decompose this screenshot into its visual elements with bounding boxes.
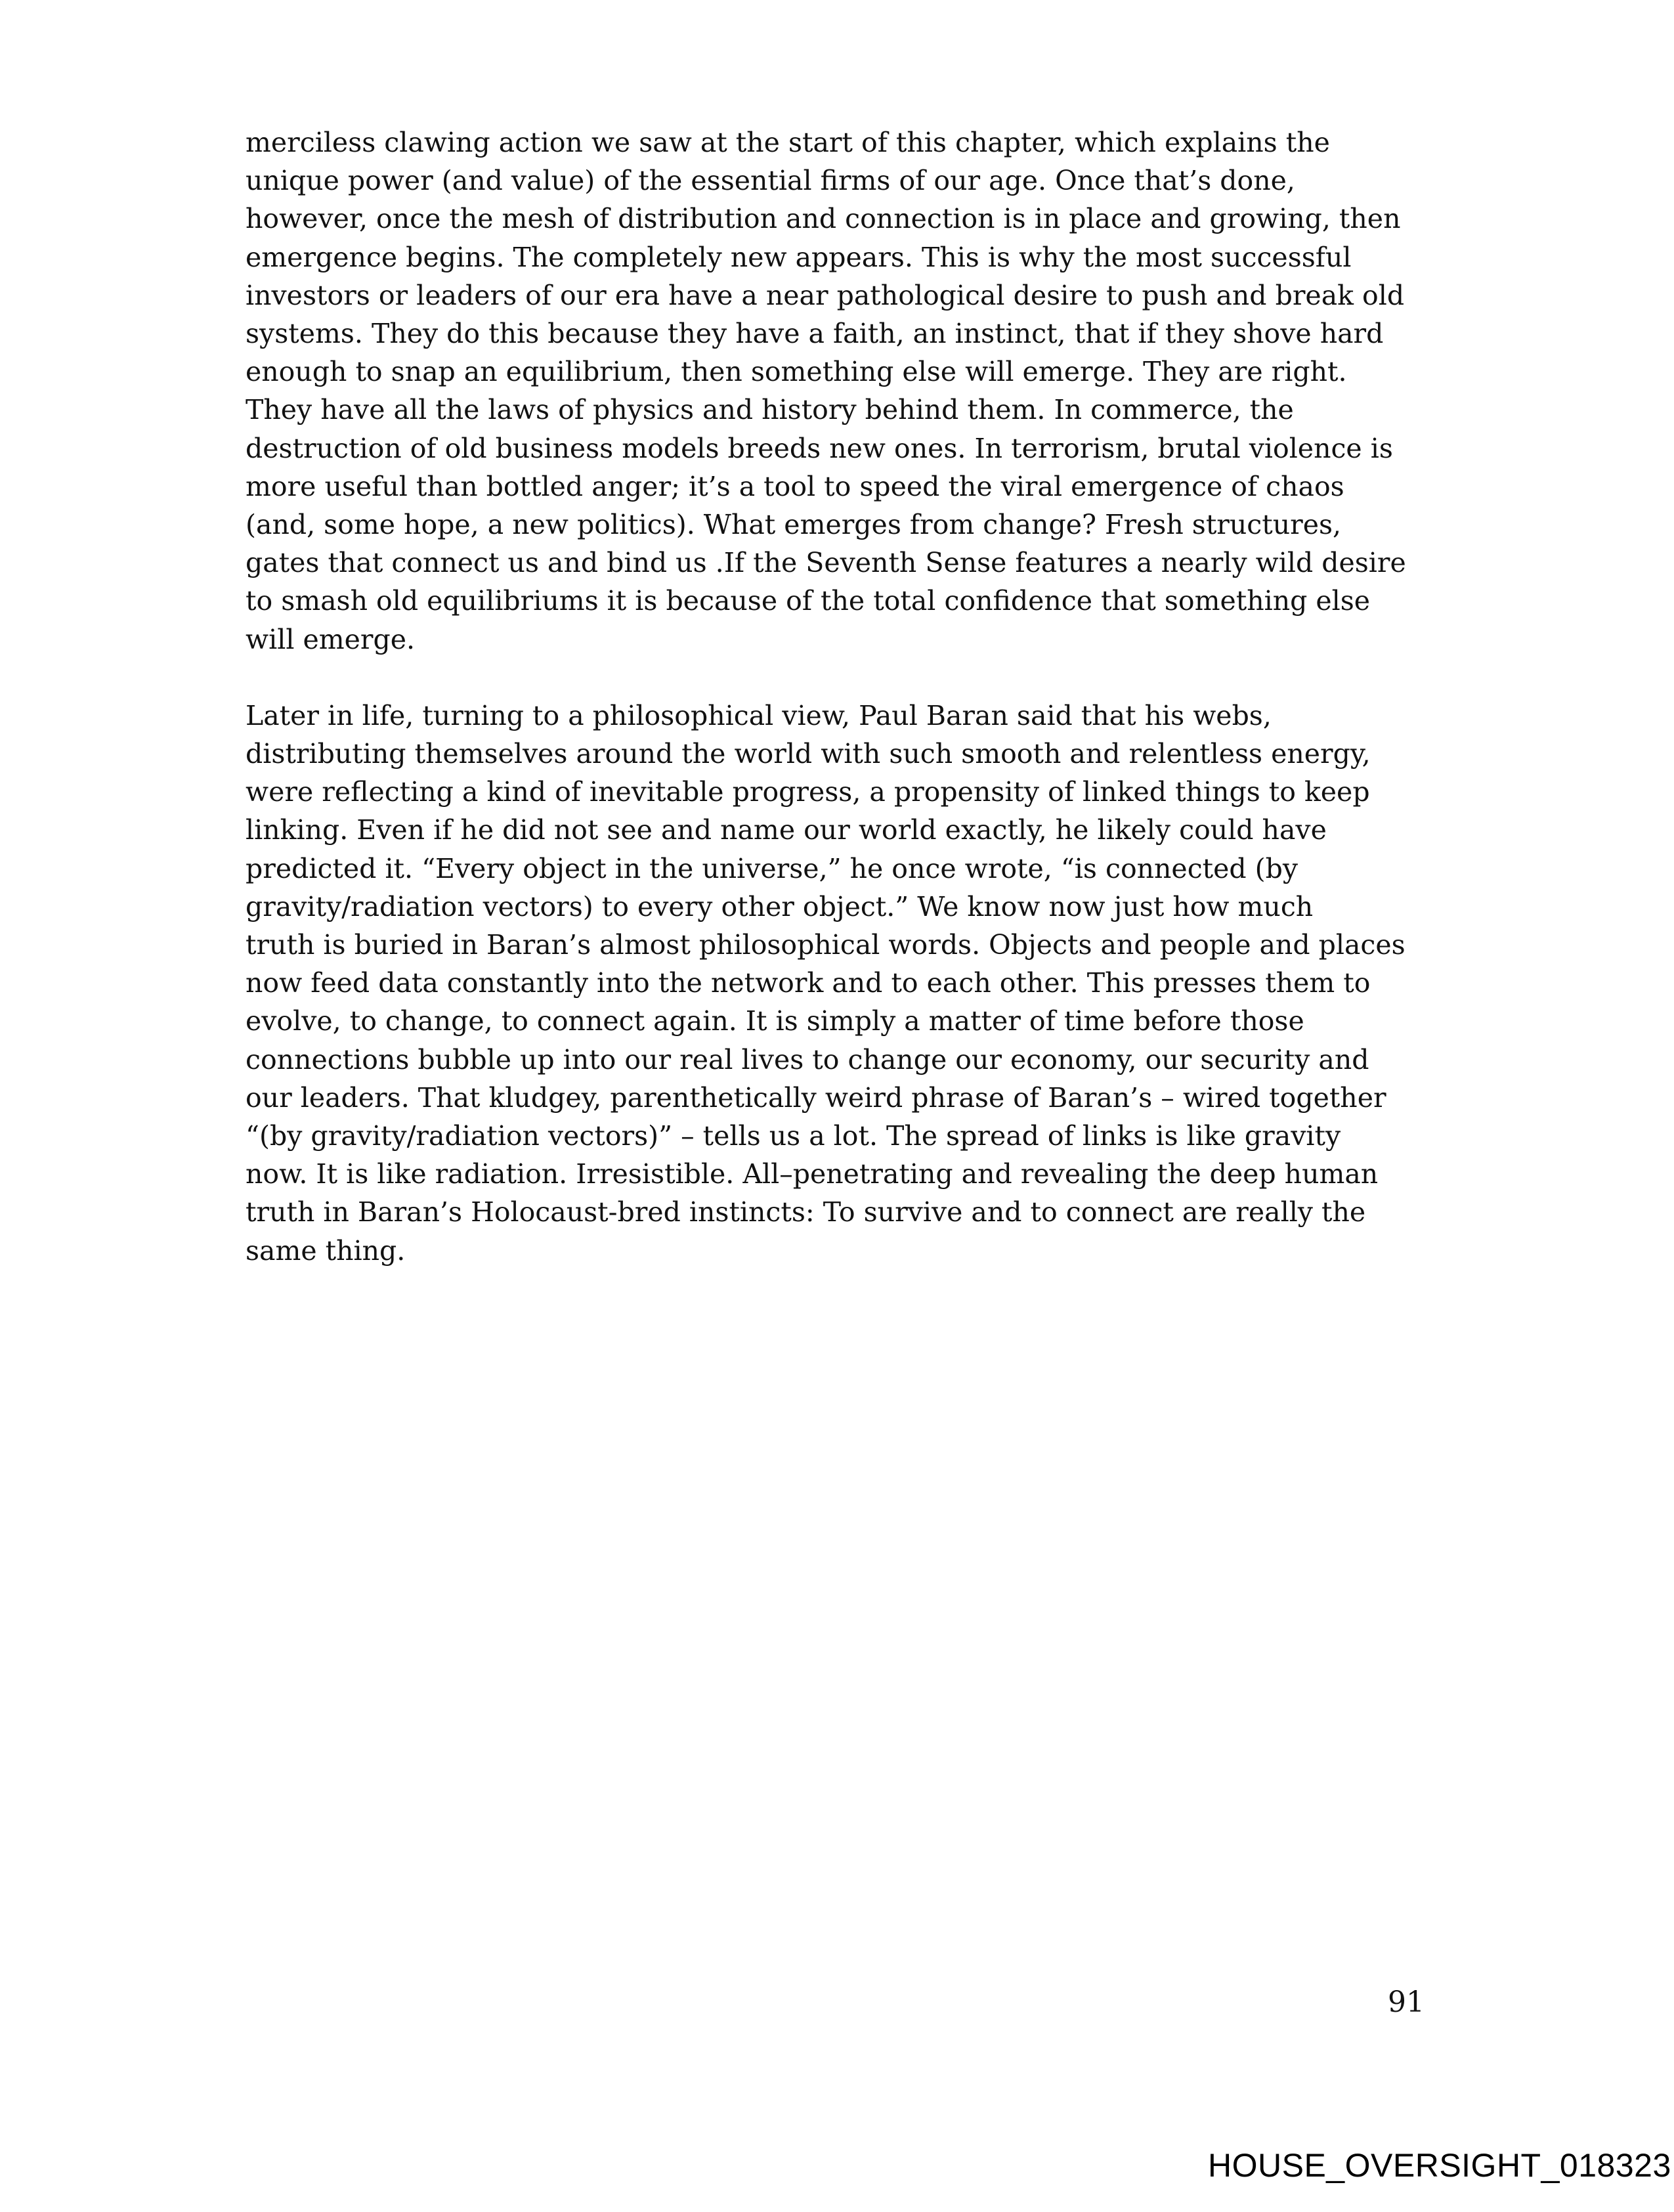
text-line: linking. Even if he did not see and name our world exactly, he likely could have bbox=[246, 814, 1327, 846]
text-line: destruction of old business models breeds new ones. In terrorism, brutal violence is bbox=[246, 432, 1393, 464]
text-line: our leaders. That kludgey, parenthetically weird phrase of Baran’s – wired together bbox=[246, 1081, 1386, 1114]
text-line: now feed data constantly into the network and to each other. This presses them to bbox=[246, 967, 1371, 999]
bates-stamp: HOUSE_OVERSIGHT_018323 bbox=[1208, 2147, 1671, 2184]
text-line: gravity/radiation vectors) to every other object.” We know now just how much bbox=[246, 890, 1314, 922]
text-line: investors or leaders of our era have a near pathological desire to push and break old bbox=[246, 279, 1405, 311]
text-line: connections bubble up into our real lives to change our economy, our security and bbox=[246, 1043, 1369, 1075]
text-line: They have all the laws of physics and history behind them. In commerce, the bbox=[246, 394, 1294, 426]
text-line: distributing themselves around the world with such smooth and relentless energy, bbox=[246, 738, 1371, 770]
text-line: truth in Baran’s Holocaust-bred instincts: To survive and to connect are really the bbox=[246, 1196, 1366, 1228]
text-line: evolve, to change, to connect again. It is simply a matter of time before those bbox=[246, 1005, 1304, 1037]
text-line: same thing. bbox=[246, 1234, 406, 1267]
text-line: merciless clawing action we saw at the start of this chapter, which explains the bbox=[246, 127, 1330, 158]
paragraph-1 bbox=[246, 123, 1427, 659]
text-line: gates that connect us and bind us .If the Seventh Sense features a nearly wild desire bbox=[246, 547, 1406, 579]
text-line: (and, some hope, a new politics). What emerges from change? Fresh structures, bbox=[246, 509, 1342, 541]
text-line: were reflecting a kind of inevitable progress, a propensity of linked things to keep bbox=[246, 776, 1370, 808]
paragraph-spacer bbox=[246, 659, 1427, 697]
text-line: “(by gravity/radiation vectors)” – tells us a lot. The spread of links is like gravity bbox=[246, 1120, 1341, 1152]
text-line: will emerge. bbox=[246, 623, 416, 655]
text-line: predicted it. “Every object in the universe,” he once wrote, “is connected (by bbox=[246, 852, 1298, 884]
text-line: however, once the mesh of distribution and connection is in place and growing, then bbox=[246, 203, 1401, 235]
text-line: now. It is like radiation. Irresistible. All–penetrating and revealing the deep human bbox=[246, 1158, 1379, 1190]
text-line: truth is buried in Baran’s almost philosophical words. Objects and people and places bbox=[246, 929, 1406, 961]
page-number: 91 bbox=[1388, 1985, 1425, 2019]
text-line: Later in life, turning to a philosophical view, Paul Baran said that his webs, bbox=[246, 699, 1272, 731]
text-line: emergence begins. The completely new appears. This is why the most successful bbox=[246, 241, 1352, 273]
text-line: to smash old equilibriums it is because of the total confidence that something else bbox=[246, 585, 1371, 617]
body-text bbox=[246, 123, 1427, 1270]
text-line: enough to snap an equilibrium, then something else will emerge. They are right. bbox=[246, 356, 1347, 388]
paragraph-2 bbox=[246, 697, 1427, 1270]
text-line: systems. They do this because they have a faith, an instinct, that if they shove hard bbox=[246, 318, 1384, 350]
text-line: unique power (and value) of the essential firms of our age. Once that’s done, bbox=[246, 165, 1295, 197]
text-line: more useful than bottled anger; it’s a tool to speed the viral emergence of chaos bbox=[246, 470, 1344, 502]
